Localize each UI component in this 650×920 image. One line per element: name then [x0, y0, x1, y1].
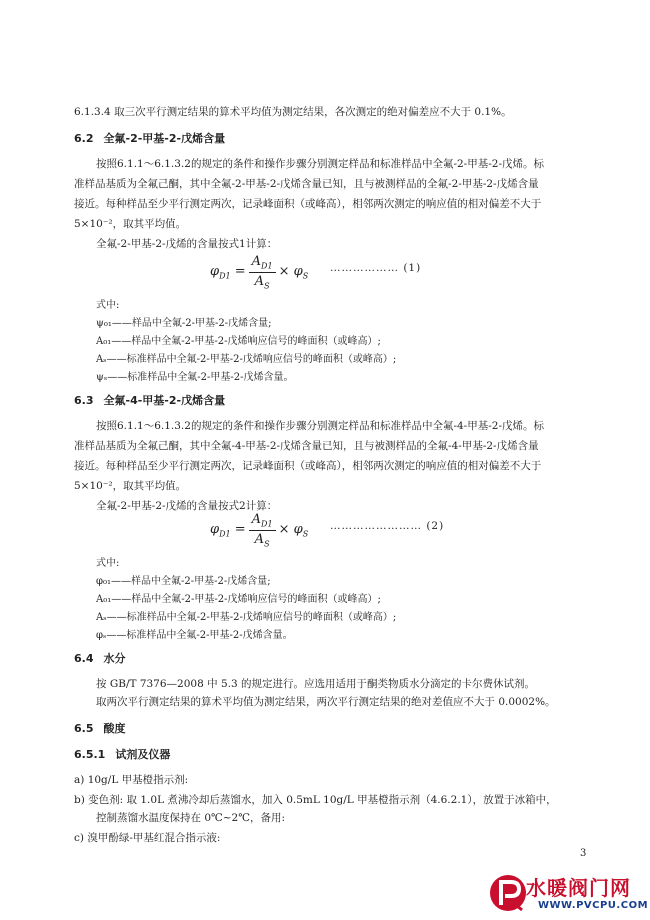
where-label: 式中:: [96, 558, 120, 569]
definition-line: A₀₁——样品中全氟-2-甲基-2-戊烯响应信号的峰面积（或峰高）;: [96, 594, 381, 605]
where-label: 式中:: [96, 300, 120, 311]
watermark-url: WWW.PVCPU.COM: [538, 900, 649, 911]
section-number: 6.3: [74, 394, 94, 407]
section-number: 6.2: [74, 132, 94, 145]
paragraph-line: 准样品基质为全氟己酮，其中全氟-4-甲基-2-戊烯含量已知，且与被测样品的全氟-4-甲基-2-戊烯含量: [74, 440, 539, 452]
paragraph-line: 准样品基质为全氟己酮，其中全氟-2-甲基-2-戊烯含量已知，且与被测样品的全氟-2-甲基-2-戊烯含量: [74, 178, 539, 190]
paragraph-line: 按 GB/T 7376—2008 中 5.3 的规定进行。应选用适用于酮类物质水分滴定的卡尔费休试剂。: [96, 678, 535, 690]
section-heading-6-5: [74, 720, 126, 736]
list-item: b) 变色剂: 取 1.0L 煮沸冷却后蒸馏水，加入 0.5mL 10g/L 甲基橙指示剂（4.6.2.1），放置于冰箱中，: [74, 794, 557, 806]
paragraph-line: 接近。每种样品至少平行测定两次，记录峰面积（或峰高），相邻两次测定的响应值的相对偏差不大于: [74, 198, 542, 210]
section-heading-6-3: [74, 392, 225, 408]
section-title: 全氟-4-甲基-2-戊烯含量: [103, 394, 226, 407]
page-number: 3: [580, 848, 587, 859]
watermark-text: 水暖阀门网: [526, 876, 631, 900]
definition-line: ψₛ——标准样品中全氟-2-甲基-2-戊烯含量。: [96, 372, 294, 383]
section-title: 试剂及仪器: [115, 748, 171, 761]
section-title: 水分: [103, 652, 126, 665]
paragraph-line: 接近。每种样品至少平行测定两次，记录峰面积（或峰高），相邻两次测定的响应值的相对偏差不大于: [74, 460, 542, 472]
definition-line: Aₛ——标准样品中全氟-2-甲基-2-戊烯响应信号的峰面积（或峰高）;: [96, 612, 397, 623]
section-title: 酸度: [103, 722, 126, 735]
list-item: a) 10g/L 甲基橙指示剂:: [74, 774, 189, 786]
paragraph-line: 取两次平行测定结果的算术平均值为测定结果，两次平行测定结果的绝对差值应不大于 0.0002%。: [96, 696, 556, 708]
watermark-p-icon: [488, 870, 528, 916]
definition-line: φ₀₁——样品中全氟-2-甲基-2-戊烯含量;: [96, 576, 271, 587]
formula-2: $\varphi_{D1}$ = $\frac{A_{D1}}{A_S}$ × $\varphi_S$: [210, 512, 309, 549]
section-title: 全氟-2-甲基-2-戊烯含量: [103, 132, 226, 145]
definition-line: Aₛ——标准样品中全氟-2-甲基-2-戊烯响应信号的峰面积（或峰高）;: [96, 354, 397, 365]
watermark-logo: [488, 870, 648, 918]
equation-number: …………………… (2): [330, 520, 445, 532]
section-heading-6-5-1: [74, 746, 170, 762]
clause-6-1-3-4: 6.1.3.4 取三次平行测定结果的算术平均值为测定结果，各次测定的绝对偏差应不大于 0.1%。: [74, 106, 512, 118]
paragraph-line: 5×10⁻²，取其平均值。: [74, 218, 187, 230]
list-item: c) 溴甲酚绿-甲基红混合指示液:: [74, 832, 221, 844]
formula-1: $\varphi_{D1}$ = $\frac{A_{D1}}{A_S}$ × $\varphi_S$: [210, 254, 309, 291]
paragraph-line: 按照6.1.1～6.1.3.2的规定的条件和操作步骤分别测定样品和标准样品中全氟-4-甲基-2-戊烯。标: [96, 420, 545, 432]
formula-intro: 全氟-2-甲基-2-戊烯的含量按式2计算：: [96, 500, 278, 512]
definition-line: A₀₁——样品中全氟-2-甲基-2-戊烯响应信号的峰面积（或峰高）;: [96, 336, 381, 347]
section-heading-6-4: [74, 650, 126, 666]
section-number: 6.5: [74, 722, 94, 735]
equation-number: ……………… (1): [330, 262, 422, 274]
definition-line: φₛ——标准样品中全氟-2-甲基-2-戊烯含量。: [96, 630, 293, 641]
list-item-continuation: 控制蒸馏水温度保持在 0℃~2℃，备用:: [96, 812, 286, 824]
section-heading-6-2: [74, 130, 225, 146]
paragraph-line: 5×10⁻²，取其平均值。: [74, 480, 187, 492]
section-number: 6.4: [74, 652, 94, 665]
paragraph-line: 按照6.1.1～6.1.3.2的规定的条件和操作步骤分别测定样品和标准样品中全氟-2-甲基-2-戊烯。标: [96, 158, 545, 170]
definition-line: ψ₀₁——样品中全氟-2-甲基-2-戊烯含量;: [96, 318, 272, 329]
formula-intro: 全氟-2-甲基-2-戊烯的含量按式1计算：: [96, 238, 278, 250]
section-number: 6.5.1: [74, 748, 106, 761]
